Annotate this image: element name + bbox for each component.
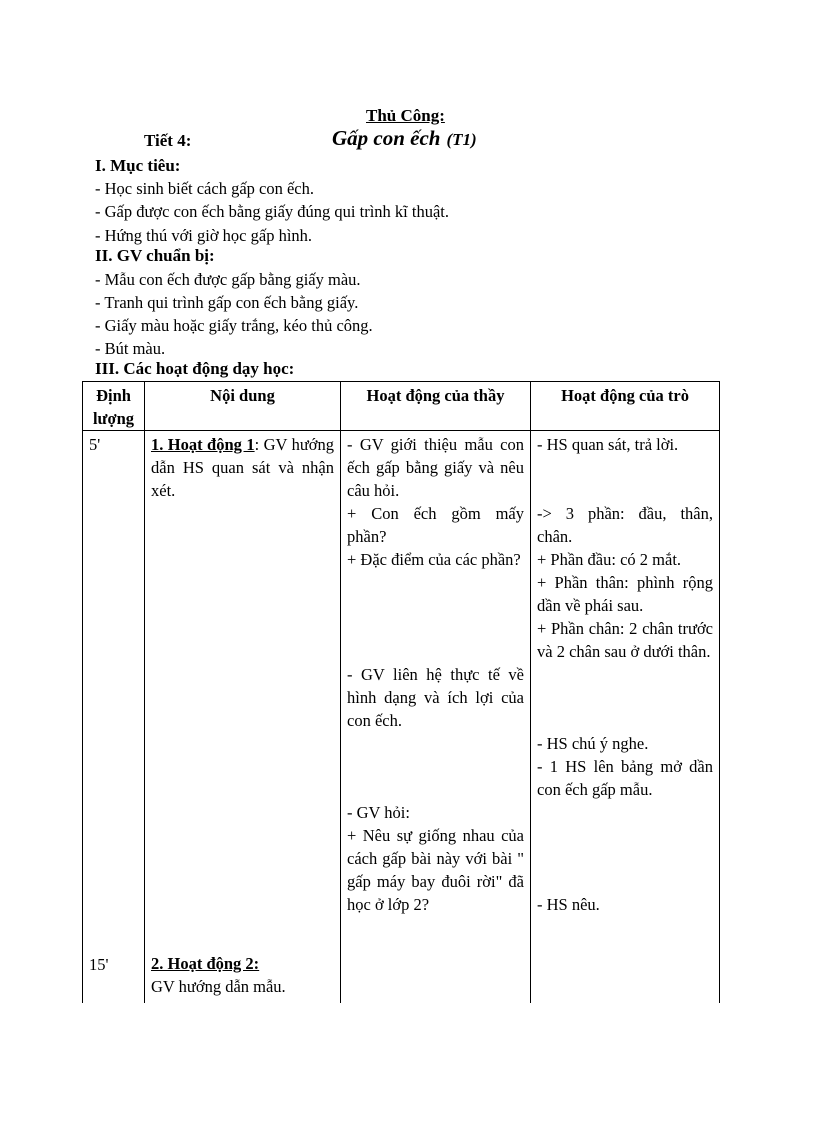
student-step: - HS chú ý nghe. <box>537 734 649 753</box>
teacher-cell <box>341 431 531 1004</box>
student-step: + Phần thân: phình rộng dần về phái sau. <box>537 573 713 615</box>
teacher-step: - GV giới thiệu mẫu con ếch gấp bằng giấy và nêu câu hỏi. <box>347 435 524 500</box>
spacer <box>89 456 138 953</box>
column-header-student: Hoạt động của trò <box>531 382 720 431</box>
subject-title: Thủ Công: <box>366 106 445 125</box>
spacer <box>347 571 524 663</box>
activity-1-description: : GV hướng dẫn HS quan sát và nhận xét. <box>151 435 334 500</box>
objective-item: - Hứng thú với giờ học gấp hình. <box>95 226 313 245</box>
activities-heading: III. Các hoạt động dạy học: <box>95 359 295 378</box>
teacher-step: + Đặc điểm của các phần? <box>347 550 521 569</box>
student-step: - HS quan sát, trả lời. <box>537 435 679 454</box>
spacer <box>537 456 713 502</box>
student-step: - 1 HS lên bảng mở dần con ếch gấp mẫu. <box>537 757 713 799</box>
activity-2-description: GV hướng dẫn mẫu. <box>151 977 286 996</box>
column-header-time: Định lượng <box>83 382 145 431</box>
preparation-item: - Giấy màu hoặc giấy trắng, kéo thủ công. <box>95 316 373 335</box>
teacher-step: - GV hỏi: <box>347 803 410 822</box>
student-step: - HS nêu. <box>537 895 600 914</box>
student-step: + Phần đầu: có 2 mắt. <box>537 550 682 569</box>
spacer <box>537 801 713 893</box>
activity-2-text <box>151 952 334 998</box>
lesson-period: Tiết 4: <box>144 131 192 150</box>
activity-1-text <box>151 433 334 502</box>
teacher-step: - GV liên hệ thực tế về hình dạng và ích lợi của con ếch. <box>347 665 524 730</box>
lesson-title <box>332 126 477 151</box>
lesson-title-suffix: (T1) <box>446 130 477 149</box>
time-value: 5' <box>89 435 101 454</box>
spacer <box>151 502 334 952</box>
preparation-item: - Tranh qui trình gấp con ếch bằng giấy. <box>95 293 359 312</box>
student-cell <box>531 431 720 1004</box>
activity-1-title: 1. Hoạt động 1 <box>151 435 255 454</box>
time-value: 15' <box>89 955 109 974</box>
activity-2-title: 2. Hoạt động 2: <box>151 954 260 973</box>
table-header-row <box>83 382 720 431</box>
lesson-title-text: Gấp con ếch <box>332 126 441 150</box>
preparation-item: - Mẫu con ếch được gấp bằng giấy màu. <box>95 270 361 289</box>
column-header-content: Nội dung <box>145 382 341 431</box>
activities-table <box>82 381 720 1003</box>
spacer <box>537 663 713 732</box>
objectives-heading: I. Mục tiêu: <box>95 156 181 175</box>
table-row <box>83 431 720 1004</box>
student-step: + Phần chân: 2 chân trước và 2 chân sau ở dưới thân. <box>537 619 713 661</box>
preparation-item: - Bút màu. <box>95 339 166 358</box>
student-step: -> 3 phần: đầu, thân, chân. <box>537 504 713 546</box>
teacher-step: + Con ếch gồm mấy phần? <box>347 504 524 546</box>
teacher-step: + Nêu sự giống nhau của cách gấp bài này với bài " gấp máy bay đuôi rời" đã học ở lớp 2? <box>347 826 524 914</box>
preparation-heading: II. GV chuẩn bị: <box>95 246 215 265</box>
objective-item: - Học sinh biết cách gấp con ếch. <box>95 179 314 198</box>
time-cell <box>83 431 145 1004</box>
column-header-teacher: Hoạt động của thầy <box>341 382 531 431</box>
content-cell <box>145 431 341 1004</box>
spacer <box>347 732 524 801</box>
objective-item: - Gấp được con ếch bằng giấy đúng qui trình kĩ thuật. <box>95 202 450 221</box>
